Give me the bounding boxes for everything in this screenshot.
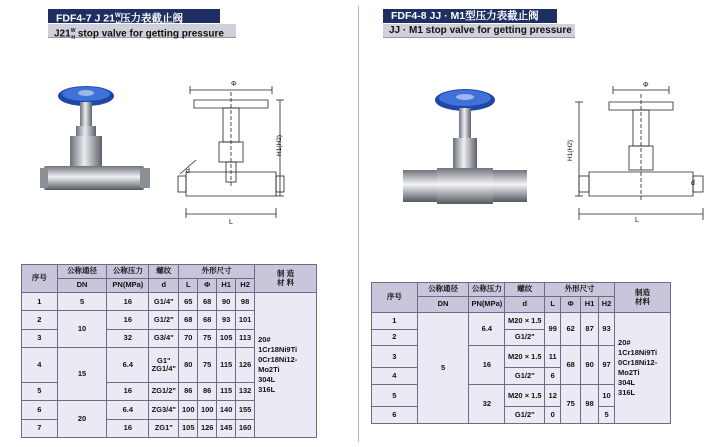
cell-d: G1/2" [505, 329, 545, 346]
cell-phi: 68 [561, 346, 581, 385]
col-dn-cn: 公称通径 [57, 265, 107, 279]
cell-h1: 145 [217, 419, 236, 437]
cell-dn: 10 [57, 311, 107, 348]
cell-d: M20 × 1.5 [505, 346, 545, 368]
col-pn-cn: 公称压力 [107, 265, 149, 279]
cell-pn: 6.4 [107, 401, 149, 419]
cell-h2: 126 [236, 348, 255, 383]
table-row [372, 313, 671, 330]
col-d: d [505, 297, 545, 313]
left-dim-h: H1(H2) [276, 135, 283, 156]
col-dn: DN [417, 297, 469, 313]
cell-l: 100 [179, 401, 198, 419]
cell-no: 6 [22, 401, 58, 419]
cell-phi: 68 [198, 311, 217, 329]
left-title-cn: 压力表截止阀 [119, 12, 183, 25]
cell-no: 1 [22, 293, 58, 311]
material-item: 20# [618, 337, 631, 347]
cell-pn: 16 [107, 311, 149, 329]
cell-h2: 155 [236, 401, 255, 419]
cell-pn: 16 [107, 419, 149, 437]
col-thread-cn: 螺纹 [149, 265, 179, 279]
right-valve-photo [403, 84, 543, 224]
cell-phi: 126 [198, 419, 217, 437]
cell-no: 3 [22, 329, 58, 347]
right-product-panel [359, 0, 717, 447]
left-dim-d: d [186, 168, 190, 175]
col-pn: PN(MPa) [469, 297, 505, 313]
cell-pn: 16 [469, 346, 505, 385]
material-item: Mo2Ti [258, 365, 280, 374]
cell-l: 105 [179, 419, 198, 437]
cell-d [149, 348, 179, 383]
material-list [615, 313, 671, 424]
col-h2: H2 [599, 297, 615, 313]
cell-pn: 16 [107, 382, 149, 400]
col-material [255, 265, 317, 293]
cell-h1: 105 [217, 329, 236, 347]
right-dim-d: d [691, 180, 695, 187]
material-item: 316L [618, 388, 636, 398]
cell-d: M20 × 1.5 [505, 313, 545, 330]
right-dim-h: H1(H2) [567, 140, 574, 161]
cell-h1: 90 [581, 346, 599, 385]
cell-d: ZG1/2" [149, 382, 179, 400]
left-dim-l: L [229, 219, 233, 226]
right-spec-table [371, 282, 671, 424]
col-material-2: 材料 [635, 296, 651, 306]
col-material-2: 材 料 [276, 277, 295, 287]
material-item: Mo2Ti [618, 368, 640, 377]
left-title-model: FDF4-7 J 21 [56, 12, 115, 25]
col-l: L [179, 279, 198, 293]
handwheel-icon [435, 89, 495, 111]
material-item: 20# [258, 334, 271, 344]
left-subtitle: stop valve for getting pressure [77, 28, 224, 40]
cell-h1: 90 [217, 293, 236, 311]
cell-l: 86 [179, 382, 198, 400]
cell-l: 11 [545, 346, 561, 368]
left-title-bar [48, 9, 220, 23]
cell-h2: 160 [236, 419, 255, 437]
cell-phi: 62 [561, 313, 581, 346]
col-h1: H1 [217, 279, 236, 293]
col-d: d [149, 279, 179, 293]
cell-l: 12 [545, 385, 561, 407]
cell-d: G1/4" [149, 293, 179, 311]
cell-h2: 5 [599, 407, 615, 424]
cell-h1: 93 [217, 311, 236, 329]
left-subtitle-sup: W [70, 28, 76, 34]
cell-d: G3/4" [149, 329, 179, 347]
cell-no: 2 [22, 311, 58, 329]
left-title-sup: W [114, 13, 121, 19]
cell-d: ZG3/4" [149, 401, 179, 419]
cell-no: 5 [372, 385, 418, 407]
cell-pn: 6.4 [107, 348, 149, 383]
cell-d: ZG1" [149, 419, 179, 437]
left-valve-photo [40, 80, 160, 210]
material-item: 0Cr18Ni12- [618, 357, 658, 367]
cell-phi: 75 [198, 348, 217, 383]
left-subtitle-pre: J21 [54, 28, 71, 40]
right-title-bar: FDF4-8 JJ · M1型压力表截止阀 [383, 9, 557, 23]
left-subtitle-sub: H [71, 35, 76, 42]
cell-l: 70 [179, 329, 198, 347]
cell-dn: 5 [417, 313, 469, 424]
cell-l: 6 [545, 368, 561, 385]
col-h1: H1 [581, 297, 599, 313]
col-serial: 序号 [372, 283, 418, 313]
cell-d: G1/2" [505, 407, 545, 424]
cell-d-line: G1" [157, 355, 171, 365]
cell-pn: 32 [469, 385, 505, 424]
material-item: 1Cr18Ni9Ti [618, 347, 658, 357]
cell-no: 6 [372, 407, 418, 424]
cell-h1: 115 [217, 382, 236, 400]
cell-phi: 75 [561, 385, 581, 424]
cell-pn: 16 [107, 293, 149, 311]
cell-pn: 32 [107, 329, 149, 347]
right-dim-l: L [635, 217, 639, 224]
cell-no: 4 [372, 368, 418, 385]
cell-h1: 98 [581, 385, 599, 424]
cell-d-line: ZG1/4" [151, 363, 176, 373]
cell-h2: 10 [599, 385, 615, 407]
cell-h2: 97 [599, 346, 615, 385]
cell-phi: 86 [198, 382, 217, 400]
col-dn-cn: 公称通径 [417, 283, 469, 297]
col-dims-cn: 外形尺寸 [545, 283, 615, 297]
cell-phi: 68 [198, 293, 217, 311]
col-material-1: 制 造 [276, 269, 295, 279]
cell-pn: 6.4 [469, 313, 505, 346]
cell-h2: 113 [236, 329, 255, 347]
table-row [22, 293, 317, 311]
cell-l: 99 [545, 313, 561, 346]
col-dn: DN [57, 279, 107, 293]
right-dim-phi: Φ [643, 82, 649, 89]
cell-h1: 115 [217, 348, 236, 383]
col-material [615, 283, 671, 313]
right-valve-drawing [569, 80, 709, 225]
cell-d: G1/2" [149, 311, 179, 329]
cell-d: G1/2" [505, 368, 545, 385]
cell-no: 1 [372, 313, 418, 330]
cell-h2: 98 [236, 293, 255, 311]
cell-h2: 93 [599, 313, 615, 346]
material-item: 304L [618, 378, 636, 388]
cell-no: 4 [22, 348, 58, 383]
col-phi: Φ [198, 279, 217, 293]
col-phi: Φ [561, 297, 581, 313]
material-item: 1Cr18Ni9Ti [258, 344, 298, 354]
cell-h2: 101 [236, 311, 255, 329]
left-spec-table [21, 264, 317, 438]
col-h2: H2 [236, 279, 255, 293]
cell-dn: 20 [57, 401, 107, 438]
col-pn-cn: 公称压力 [469, 283, 505, 297]
cell-h1: 87 [581, 313, 599, 346]
cell-l: 65 [179, 293, 198, 311]
cell-h2: 132 [236, 382, 255, 400]
col-dims-cn: 外形尺寸 [179, 265, 255, 279]
col-serial: 序号 [22, 265, 58, 293]
material-list [255, 293, 317, 438]
cell-no: 2 [372, 329, 418, 346]
cell-dn: 5 [57, 293, 107, 311]
material-item: 316L [258, 385, 276, 395]
left-product-panel [0, 0, 358, 447]
cell-h1: 140 [217, 401, 236, 419]
cell-no: 3 [372, 346, 418, 368]
cell-phi: 75 [198, 329, 217, 347]
col-pn: PN(MPa) [107, 279, 149, 293]
left-dim-phi: Φ [231, 81, 237, 88]
material-item: 0Cr18Ni12- [258, 354, 298, 364]
cell-no: 5 [22, 382, 58, 400]
cell-l: 80 [179, 348, 198, 383]
material-item: 304L [258, 375, 276, 385]
cell-dn: 15 [57, 348, 107, 401]
cell-l: 68 [179, 311, 198, 329]
col-material-1: 制造 [635, 288, 651, 298]
left-subtitle-bar [48, 24, 236, 42]
cell-no: 7 [22, 419, 58, 437]
cell-phi: 100 [198, 401, 217, 419]
right-subtitle-bar: JJ · M1 stop valve for getting pressure [383, 24, 575, 38]
col-thread-cn: 螺纹 [505, 283, 545, 297]
col-l: L [545, 297, 561, 313]
cell-l: 0 [545, 407, 561, 424]
cell-d: M20 × 1.5 [505, 385, 545, 407]
